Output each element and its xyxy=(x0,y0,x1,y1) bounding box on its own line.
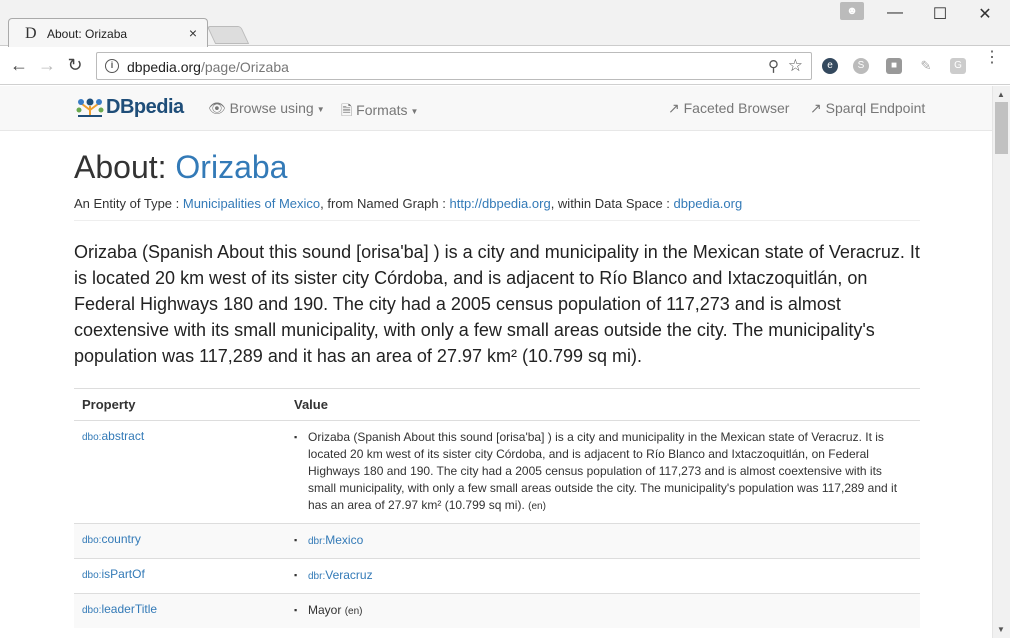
page-title xyxy=(74,149,920,186)
forward-arrow-icon[interactable]: → xyxy=(38,55,56,75)
property-cell xyxy=(74,594,286,629)
pocket-extension-icon[interactable]: ■ xyxy=(886,58,902,74)
maximize-button[interactable]: ☐ xyxy=(932,6,948,23)
caret-down-icon: ▼ xyxy=(316,104,325,114)
faceted-browser-link[interactable] xyxy=(668,100,789,117)
tab-close-icon[interactable]: × xyxy=(188,25,197,41)
scroll-up-icon[interactable]: ▲ xyxy=(997,90,1005,99)
property-column-header: Property xyxy=(74,389,286,421)
eye-icon: 👁 xyxy=(208,100,226,116)
browse-using-label: Browse using xyxy=(229,100,314,116)
browser-toolbar xyxy=(0,47,1010,85)
property-cell xyxy=(74,421,286,524)
lang-tag: (en) xyxy=(344,606,363,617)
table-row xyxy=(74,594,920,629)
title-bar xyxy=(0,0,1010,46)
extension-icon[interactable]: e xyxy=(822,58,838,74)
properties-table xyxy=(74,388,920,628)
abstract-lead: Orizaba (Spanish About this sound [orisa'ba] ) is a city and municipality in the Mexican state of Veracruz. It is located 20 km west of its sister city Córdoba, and is adjacent to Río Blanco and Ixtaczoquitlán, on Federal Highways 180 and 190. The city had a 2005 census population of 117,273 and is almost coextensive with its small municipality, with only a few small areas outside the city. The municipality's population was 117,289 and it has an area of 27.97 km² (10.799 sq mi). xyxy=(74,242,920,366)
table-row xyxy=(74,559,920,594)
close-window-button[interactable]: ✕ xyxy=(978,6,992,23)
data-space-link[interactable]: dbpedia.org xyxy=(673,196,743,211)
reload-icon[interactable]: ↻ xyxy=(67,55,83,75)
site-navbar xyxy=(0,86,992,131)
scroll-down-icon[interactable]: ▼ xyxy=(997,625,1005,634)
value-cell xyxy=(286,559,920,594)
favicon-icon: D xyxy=(25,25,37,42)
info-icon[interactable]: i xyxy=(105,59,119,73)
value-column-header: Value xyxy=(286,389,920,421)
entity-type-link[interactable]: Municipalities of Mexico xyxy=(182,196,321,211)
new-tab-button[interactable] xyxy=(207,26,249,44)
logo-text: DBpedia xyxy=(106,95,184,118)
caret-down-icon: ▼ xyxy=(410,106,419,116)
zoom-icon[interactable]: ⚲ xyxy=(768,58,779,75)
back-arrow-icon[interactable]: ← xyxy=(10,55,28,75)
tab-title: About: Orizaba xyxy=(47,27,128,41)
property-link[interactable]: dbo:leaderTitle xyxy=(82,602,158,616)
sparql-endpoint-link[interactable] xyxy=(810,100,925,117)
scroll-thumb[interactable] xyxy=(995,102,1008,154)
google-extension-icon[interactable]: G xyxy=(950,58,966,74)
entity-info xyxy=(74,196,920,221)
table-header-row xyxy=(74,389,920,421)
formats-dropdown[interactable] xyxy=(341,100,418,124)
list-item xyxy=(294,602,912,620)
value-link[interactable]: dbr:Mexico xyxy=(308,533,364,547)
dbpedia-logo-icon xyxy=(76,96,104,118)
property-link[interactable]: dbo:abstract xyxy=(82,429,145,443)
data-space-prefix: , within Data Space : xyxy=(550,196,674,211)
faceted-browser-label: Faceted Browser xyxy=(683,100,790,116)
about-prefix: About: xyxy=(74,149,176,185)
user-icon[interactable]: ☻ xyxy=(840,2,864,20)
eyedropper-extension-icon[interactable]: ✎ xyxy=(920,58,932,73)
main-content xyxy=(74,131,920,628)
entity-title-link[interactable]: Orizaba xyxy=(175,149,288,185)
list-item xyxy=(294,532,912,550)
table-row xyxy=(74,421,920,524)
property-link[interactable]: dbo:country xyxy=(82,532,141,546)
sparql-endpoint-label: Sparql Endpoint xyxy=(825,100,926,116)
external-link-icon: ↗ xyxy=(810,100,822,116)
value-cell xyxy=(286,594,920,629)
dbpedia-logo[interactable] xyxy=(76,94,184,120)
value-cell xyxy=(286,524,920,559)
formats-label: Formats xyxy=(356,102,408,118)
page-viewport xyxy=(0,86,992,638)
property-link[interactable]: dbo:isPartOf xyxy=(82,567,145,581)
property-cell xyxy=(74,524,286,559)
minimize-button[interactable]: — xyxy=(887,4,903,21)
file-icon: 🗎 xyxy=(341,102,353,118)
menu-icon[interactable]: ⋮ xyxy=(984,49,1000,66)
list-item xyxy=(294,429,912,515)
abstract-value: Orizaba (Spanish About this sound [orisa'ba] ) is a city and municipality in the Mexican state of Veracruz. It is located 20 km west of its sister city Córdoba, and is adjacent to Río Blanco and Ixtaczoquitlán, on Federal Highways 180 and 190. The city had a 2005 census population of 117,273 and is almost coextensive with its small municipality, with only a few small areas outside the city. The municipality's population was 117,289 and it has an area of 27.97 km² (10.799 sq mi). xyxy=(308,430,898,512)
value-link[interactable]: dbr:Veracruz xyxy=(308,568,373,582)
graph-prefix: , from Named Graph : xyxy=(320,196,450,211)
property-cell xyxy=(74,559,286,594)
skype-extension-icon[interactable]: S xyxy=(853,58,869,74)
value-cell xyxy=(286,421,920,524)
named-graph-link[interactable]: http://dbpedia.org xyxy=(449,196,551,211)
table-row xyxy=(74,524,920,559)
bookmark-star-icon[interactable]: ☆ xyxy=(787,56,803,75)
vertical-scrollbar[interactable] xyxy=(992,86,1010,638)
lang-tag: (en) xyxy=(528,501,546,512)
browser-tab[interactable] xyxy=(8,18,208,47)
address-bar[interactable] xyxy=(96,52,812,80)
url-text[interactable]: dbpedia.org/page/Orizaba xyxy=(127,59,289,75)
entity-type-prefix: An Entity of Type : xyxy=(74,196,183,211)
external-link-icon: ↗ xyxy=(668,100,680,116)
leader-title-value: Mayor xyxy=(308,603,342,617)
browse-using-dropdown[interactable] xyxy=(208,100,325,117)
list-item xyxy=(294,567,912,585)
